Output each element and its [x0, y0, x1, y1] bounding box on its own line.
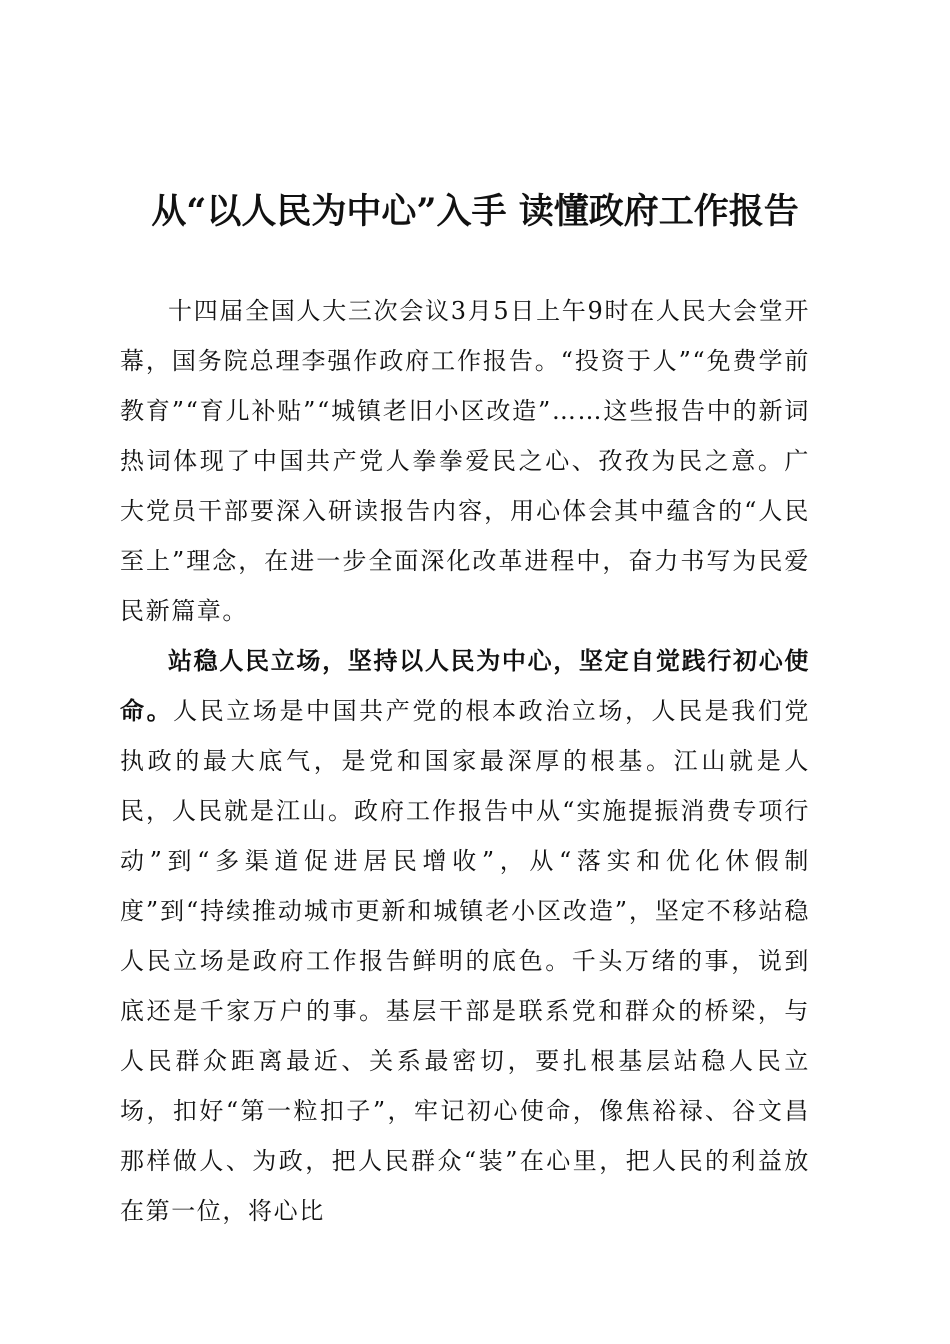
paragraph-body-text: 人民立场是中国共产党的根本政治立场，人民是我们党执政的最大底气，是党和国家最深厚的根基。江山就是人民，人民就是江山。政府工作报告中从“实施提振消费专项行动”到“多渠道促进居民增收”，从“落实和优化休假制度”到“持续推动城市更新和城镇老小区改造”，坚定不移站稳人民立场是政府工作报告鲜明的底色。千头万绪的事，说到底还是千家万户的事。基层干部是联系党和群众的桥梁，与人民群众距离最近、关系最密切，要扎根基层站稳人民立场，扣好“第一粒扣子”，牢记初心使命，像焦裕禄、谷文昌那样做人、为政，把人民群众“装”在心里，把人民的利益放在第一位，将心比 — [120, 697, 810, 1225]
paragraph-lead-sentence: 站稳人民立场，坚持以人民为中心，坚定自觉践行初心使命。 — [120, 646, 810, 725]
paragraph-people-stance — [120, 636, 810, 1236]
document-body — [120, 286, 810, 1236]
paragraph-intro: 十四届全国人大三次会议3月5日上午9时在人民大会堂开幕，国务院总理李强作政府工作报告。“投资于人”“免费学前教育”“育儿补贴”“城镇老旧小区改造”……这些报告中的新词热词体现了中国共产党人拳拳爱民之心、孜孜为民之意。广大党员干部要深入研读报告内容，用心体会其中蕴含的“人民至上”理念，在进一步全面深化改革进程中，奋力书写为民爱民新篇章。 — [120, 297, 810, 625]
document-title: 从“以人民为中心”入手 读懂政府工作报告 — [151, 191, 799, 232]
